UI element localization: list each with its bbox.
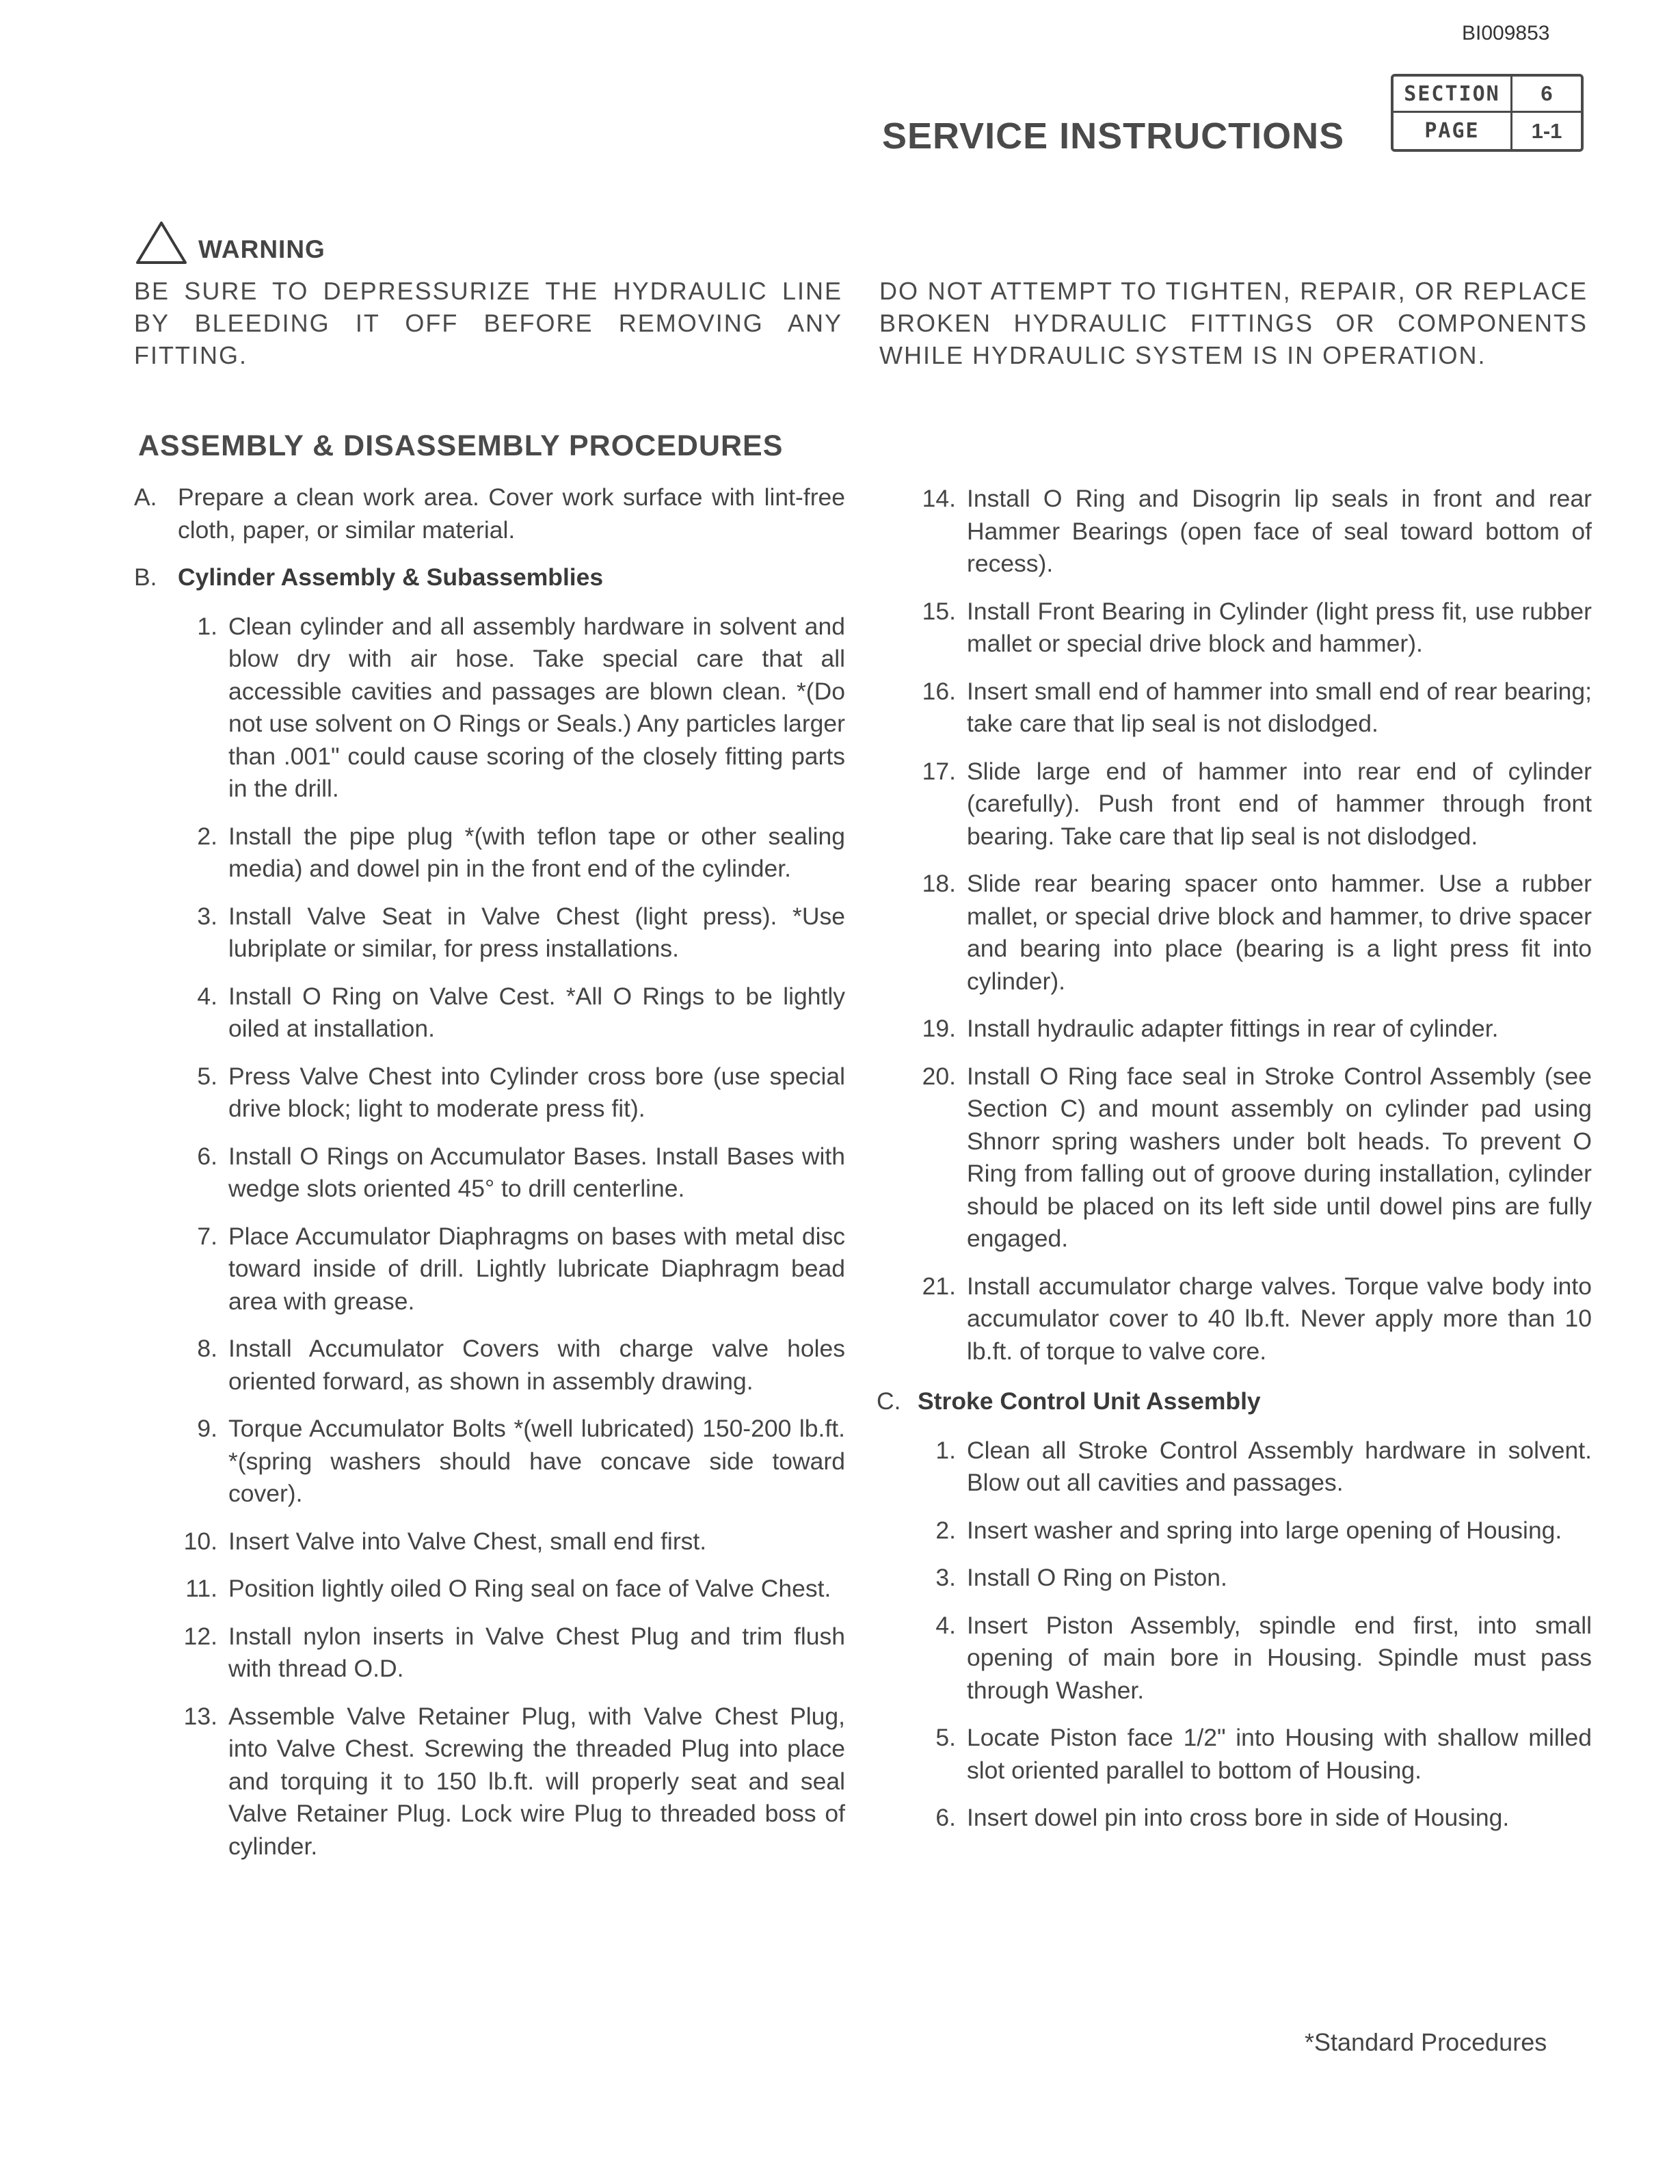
step-number: 2. [935,1516,956,1544]
list-item [877,1610,1592,1707]
list-item [877,1515,1592,1547]
list-item [877,483,1592,581]
step-text: Torque Accumulator Bolts *(well lubricated) 150-200 lb.ft. *(spring washers should have concave side toward cover). [228,1415,845,1507]
step-number: 8. [197,1335,217,1362]
list-item [134,1413,845,1510]
step-number: 7. [197,1222,217,1250]
step-number: 10. [183,1527,217,1555]
section-c-header [877,1385,1592,1418]
step-text: Install hydraulic adapter fittings in rear of cylinder. [967,1015,1499,1042]
list-item [877,1435,1592,1500]
step-text: Press Valve Chest into Cylinder cross bore (use special drive block; light to moderate press fit). [228,1062,845,1122]
right-column [877,483,1592,1850]
step-number: 11. [185,1575,217,1602]
list-item [134,611,845,805]
step-number: 5. [935,1724,956,1751]
step-text: Slide large end of hammer into rear end of cylinder (carefully). Push front end of hammer through front bearing. Take care that lip seal is not dislodged. [967,757,1592,850]
step-number: 17. [922,757,956,785]
section-b-marker: B. [134,563,157,591]
step-number: 15. [922,597,956,625]
warning-header [135,220,325,265]
step-text: Assemble Valve Retainer Plug, with Valve Chest Plug, into Valve Chest. Screwing the threaded Plug into place and torquing it to 150 lb.ft. will properly seat and seal Valve Retainer Plug. Lock wire Plug to threaded boss of cylinder. [228,1702,845,1860]
step-number: 6. [935,1804,956,1831]
step-text: Install O Ring on Valve Cest. *All O Rings to be lightly oiled at installation. [228,982,845,1042]
list-item [877,1061,1592,1255]
list-item [877,868,1592,998]
page-title: SERVICE INSTRUCTIONS [882,116,1345,157]
warning-text-right: DO NOT ATTEMPT TO TIGHTEN, REPAIR, OR REPLACE BROKEN HYDRAULIC FITTINGS OR COMPONENTS WHILE HYDRAULIC SYSTEM IS IN OPERATION. [879,277,1588,369]
step-text: Place Accumulator Diaphragms on bases with metal disc toward inside of drill. Lightly lubricate Diaphragm bead area with grease. [228,1222,845,1315]
step-text: Slide rear bearing spacer onto hammer. Use a rubber mallet, or special drive block and hammer, to drive spacer and bearing into place (bearing is a light press fit into cylinder). [967,870,1592,995]
list-item [134,821,845,885]
section-b-title: Cylinder Assembly & Subassemblies [178,563,604,591]
step-text: Insert washer and spring into large opening of Housing. [967,1516,1562,1544]
step-number: 13. [183,1702,217,1730]
step-text: Install O Ring face seal in Stroke Control Assembly (see Section C) and mount assembly on cylinder pad using Shnorr spring washers under bolt heads. To prevent O Ring from falling out of groove during installation, cylinder should be placed on its left side until dowel pins are fully engaged. [967,1062,1592,1252]
section-a-text: Prepare a clean work area. Cover work surface with lint-free cloth, paper, or similar material. [178,483,845,544]
section-c-title: Stroke Control Unit Assembly [918,1387,1261,1415]
step-text: Clean all Stroke Control Assembly hardware in solvent. Blow out all cavities and passages. [967,1436,1592,1496]
step-text: Install the pipe plug *(with teflon tape or other sealing media) and dowel pin in the front end of the cylinder. [228,822,845,882]
footnote: *Standard Procedures [1305,2028,1547,2056]
step-number: 9. [197,1415,217,1442]
section-value: 6 [1512,77,1581,113]
list-item [134,1573,845,1606]
warning-triangle-icon [135,220,187,265]
step-text: Install Accumulator Covers with charge valve holes oriented forward, as shown in assembly drawing. [228,1335,845,1395]
section-a-marker: A. [134,483,157,511]
step-number: 3. [197,902,217,930]
step-text: Clean cylinder and all assembly hardware in solvent and blow dry with air hose. Take special care that all accessible cavities and passages are blown clean. *(Do not use solvent on O Rings or Seals.) Any particles larger than .001" could cause scoring of the closely fitting parts in the drill. [228,612,845,802]
list-item [134,1621,845,1686]
step-number: 21. [922,1272,956,1300]
list-item [134,981,845,1046]
procedures-heading: ASSEMBLY & DISASSEMBLY PROCEDURES [138,429,784,462]
step-number: 4. [935,1611,956,1639]
step-number: 1. [197,612,217,640]
warning-text-left: BE SURE TO DEPRESSURIZE THE HYDRAULIC LINE BY BLEEDING IT OFF BEFORE REMOVING ANY FITTING. [134,277,842,369]
page-value: 1-1 [1531,118,1562,143]
list-item [134,901,845,966]
list-item [134,1526,845,1558]
list-item [877,1270,1592,1368]
step-number: 18. [922,870,956,897]
step-text: Install accumulator charge valves. Torque valve body into accumulator cover to 40 lb.ft. Never apply more than 10 lb.ft. of torque to valve core. [967,1272,1592,1365]
step-text: Insert dowel pin into cross bore in side of Housing. [967,1804,1510,1831]
section-a [134,481,845,546]
step-text: Insert small end of hammer into small end of rear bearing; take care that lip seal is not dislodged. [967,677,1592,737]
list-item [134,1141,845,1206]
step-text: Position lightly oiled O Ring seal on face of Valve Chest. [228,1575,831,1602]
section-label: SECTION [1394,77,1512,113]
section-page-box [1391,74,1584,152]
step-number: 4. [197,982,217,1010]
left-column [134,481,845,1878]
step-text: Install O Rings on Accumulator Bases. Install Bases with wedge slots oriented 45° to drill centerline. [228,1142,845,1202]
step-text: Install Front Bearing in Cylinder (light press fit, use rubber mallet or special drive block and hammer). [967,597,1592,657]
step-number: 3. [935,1564,956,1591]
step-text: Insert Valve into Valve Chest, small end first. [228,1527,707,1555]
step-number: 1. [935,1436,956,1464]
step-number: 5. [197,1062,217,1090]
list-item [877,1802,1592,1835]
document-id: BI009853 [1462,22,1550,44]
list-item [877,1722,1592,1787]
step-number: 6. [197,1142,217,1170]
step-number: 12. [183,1622,217,1650]
step-text: Install O Ring and Disogrin lip seals in front and rear Hammer Bearings (open face of seal toward bottom of recess). [967,485,1592,577]
step-text: Insert Piston Assembly, spindle end first, into small opening of main bore in Housing. Spindle must pass through Washer. [967,1611,1592,1704]
section-c-marker: C. [877,1387,901,1415]
list-item [134,1221,845,1318]
step-text: Install Valve Seat in Valve Chest (light press). *Use lubriplate or similar, for press installations. [228,902,845,962]
list-item [877,1013,1592,1046]
warning-label: WARNING [198,235,325,263]
step-text: Locate Piston face 1/2" into Housing with shallow milled slot oriented parallel to bottom of Housing. [967,1724,1592,1784]
step-text: Install O Ring on Piston. [967,1564,1227,1591]
page-label: PAGE [1394,113,1512,149]
step-number: 16. [922,677,956,705]
list-item [134,1333,845,1398]
step-number: 14. [922,485,956,512]
step-number: 2. [197,822,217,850]
list-item [134,1061,845,1126]
list-item [877,1562,1592,1595]
step-number: 19. [922,1015,956,1042]
step-number: 20. [922,1062,956,1090]
list-item [134,1701,845,1863]
list-item [877,676,1592,741]
list-item [877,596,1592,661]
list-item [877,756,1592,853]
step-text: Install nylon inserts in Valve Chest Plug and trim flush with thread O.D. [228,1622,845,1682]
section-b-header [134,561,845,594]
